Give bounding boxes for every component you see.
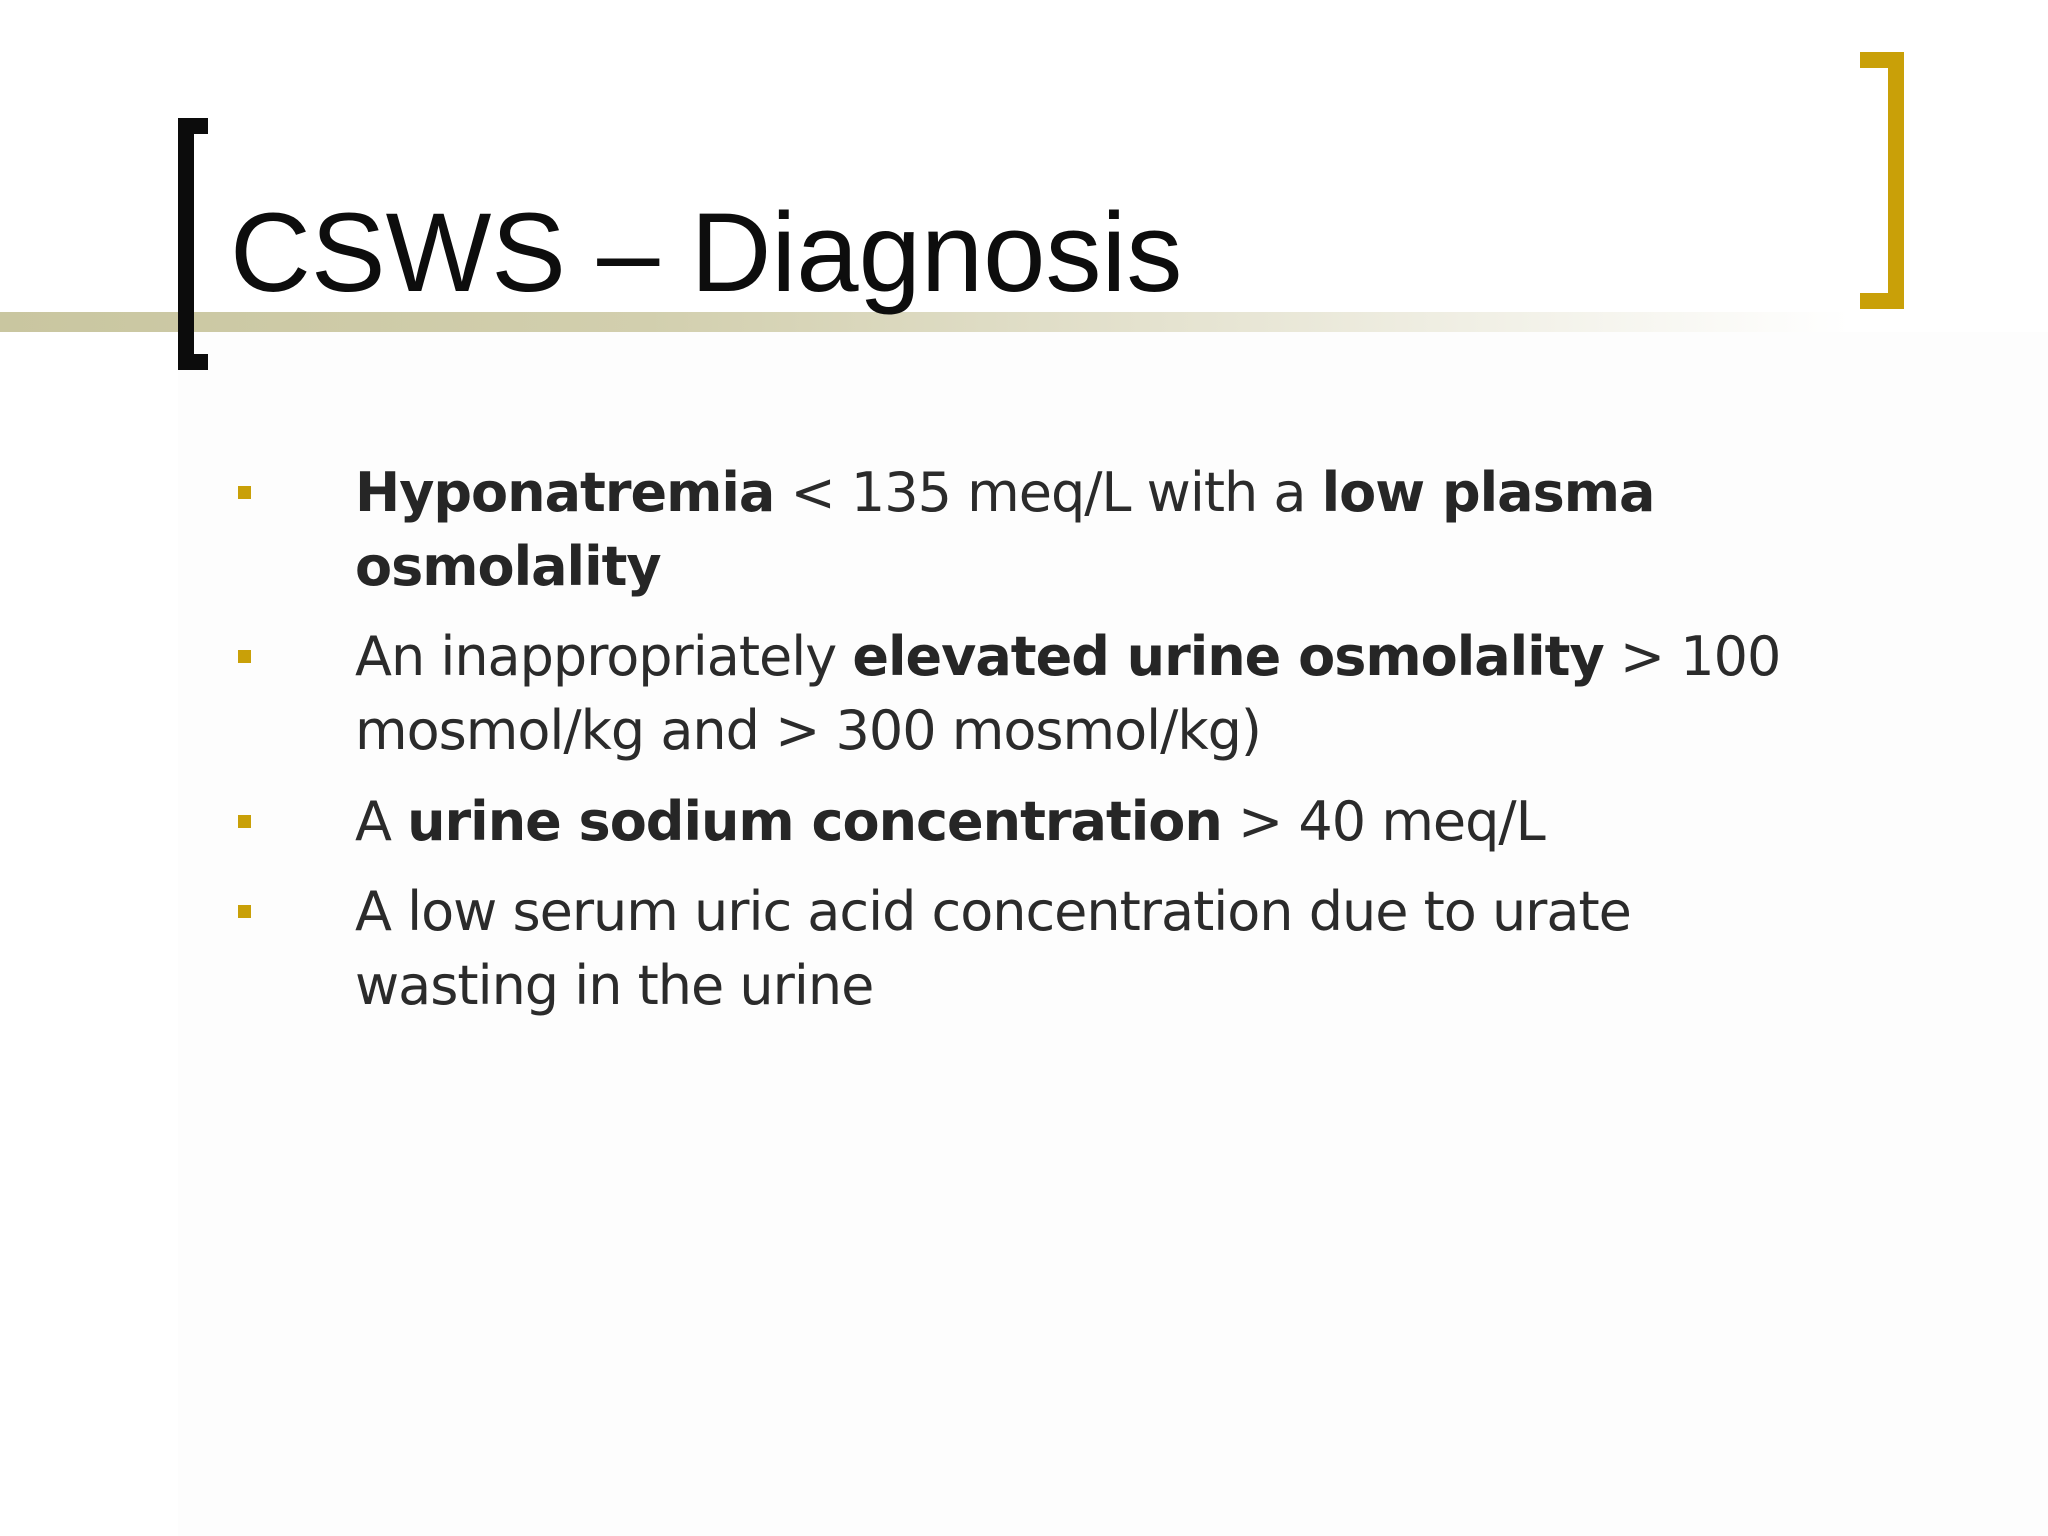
square-bullet-icon — [238, 905, 251, 918]
right-bracket-decoration — [1860, 52, 1904, 309]
square-bullet-icon — [238, 486, 251, 499]
bullet-text — [355, 456, 1785, 604]
bullet-text-regular: > 100 mosmol/kg and > 300 mosmol/kg) — [355, 625, 1781, 762]
bullet-text — [355, 785, 1785, 859]
bullet-text-regular: A low serum uric acid concentration due to urate wasting in the urine — [355, 880, 1631, 1017]
bullet-text-bold: low plasma osmolality — [355, 461, 1655, 598]
bullet-text-bold: urine sodium concentration — [407, 790, 1222, 853]
left-bracket-decoration — [178, 118, 208, 370]
square-bullet-icon — [238, 650, 251, 663]
square-bullet-icon — [238, 815, 251, 828]
bullet-text — [355, 875, 1785, 1023]
bullet-text — [355, 620, 1785, 768]
slide-title: CSWS – Diagnosis — [230, 190, 1183, 315]
bullet-text-bold: Hyponatremia — [355, 461, 775, 524]
bullet-text-regular: An inappropriately — [355, 625, 853, 688]
bullet-text-regular: > 40 meq/L — [1221, 790, 1545, 853]
bullet-text-regular: < 135 meq/L with a — [774, 461, 1322, 524]
bullet-text-regular: A — [355, 790, 408, 853]
bullet-text-bold: elevated urine osmolality — [852, 625, 1604, 688]
